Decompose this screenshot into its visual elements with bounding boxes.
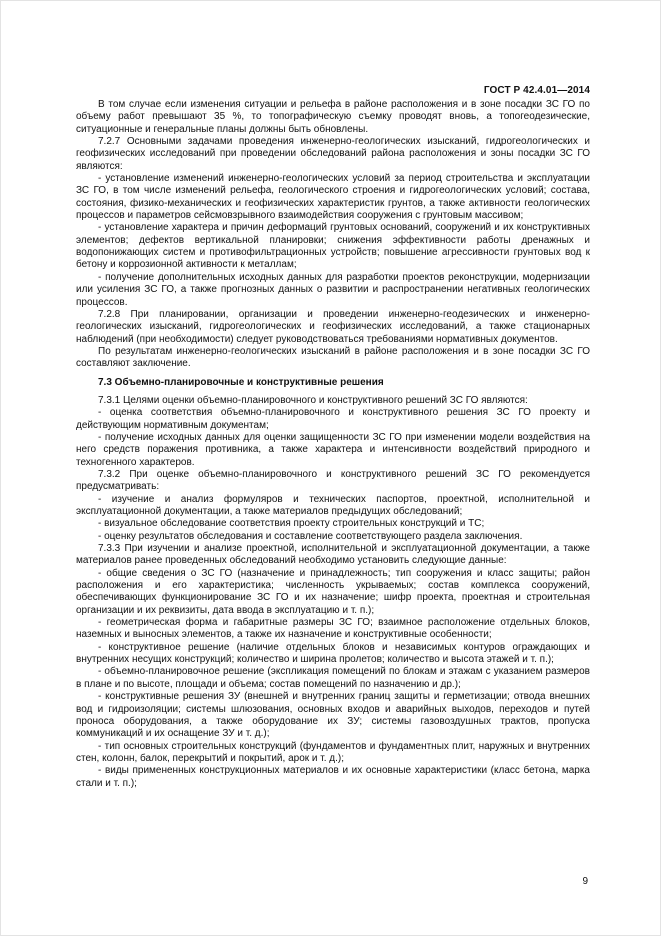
paragraph: - установление характера и причин деформаций грунтовых оснований, сооружений и их конструктивных элементов; дефектов вертикальной планировки; снижения эффективности работы дренажных и водопонижающих систем и противофильтрационных устройств; повышение агрессивности грунтовых вод к бетону и коррозионной активности к металлам; [76, 222, 590, 271]
paragraph: В том случае если изменения ситуации и рельефа в районе расположения и в зоне посадки ЗС ГО по объему работ превышают 35 %, то топографическую съемку проводят вновь, а топогеодезические, ситуационные и генеральные планы должны быть обновлены. [76, 99, 590, 135]
paragraph: 7.3.3 При изучении и анализе проектной, исполнительной и эксплуатационной документации, а также материалов ранее проведенных обследований необходимо установить следующие данные: [76, 543, 590, 567]
paragraph: 7.3.2 При оценке объемно-планировочного и конструктивного решений ЗС ГО рекомендуется предусматривать: [76, 468, 590, 493]
section-heading: 7.3 Объемно-планировочные и конструктивные решения [98, 376, 384, 388]
paragraph: - конструктивное решение (наличие отдельных блоков и независимых контуров ограждающих и внутренних несущих конструкций; количество и ширина пролетов; количество и высота этажей и т. п.); [76, 641, 590, 666]
paragraph: - визуальное обследование соответствия проекту строительных конструкций и ТС; [98, 518, 485, 530]
paragraph: - установление изменений инженерно-геологических условий за период строительства и эксплуатации ЗС ГО, в том числе изменений рельефа, геологического строения и гидрогеологических условий; состава, состояния, физико-механических и геофизических характеристик грунтов, а также активности геологических процессов и параметров сейсмовзрывного взаимодействия сооружения с грунтовым массивом; [76, 173, 590, 222]
paragraph: 7.3.1 Целями оценки объемно-планировочного и конструктивного решений ЗС ГО являются: [98, 394, 528, 406]
paragraph: 7.2.7 Основными задачами проведения инженерно-геологических изысканий, гидрогеологических и геофизических исследований при проведении обследований района расположения и зоны посадки ЗС ГО являются: [76, 136, 590, 172]
paragraph: - виды примененных конструкционных материалов и их основные характеристики (класс бетона, марка стали и т. п.); [76, 765, 590, 789]
paragraph: - изучение и анализ формуляров и технических паспортов, проектной, исполнительной и эксплуатационной документации, а также материалов предыдущих обследований; [76, 493, 590, 517]
paragraph: - объемно-планировочное решение (экспликация помещений по блокам и этажам с указанием размеров в плане и по высоте, площади и объема; состав помещений по назначению и др.); [76, 666, 590, 690]
paragraph: 7.2.8 При планировании, организации и проведении инженерно-геодезических и инженерно-геологических изысканий, гидрогеологических и геофизических исследований, а также стационарных наблюдений (при необходимости) следует руководствоваться требованиями нормативных документов. [76, 308, 590, 345]
paragraph: - получение дополнительных исходных данных для разработки проектов реконструкции, модернизации или усиления ЗС ГО, а также прогнозных данных о развитии и распространении негативных геологических процессов. [76, 271, 590, 308]
paragraph: - оценку результатов обследования и составление соответствующего раздела заключения. [98, 530, 523, 542]
page-footer [582, 876, 588, 887]
paragraph: - геометрическая форма и габаритные размеры ЗС ГО; взаимное расположение отдельных блоков, наземных и выносных элементов, а также их назначение и конструктивные особенности; [76, 617, 590, 641]
paragraph: - общие сведения о ЗС ГО (назначение и принадлежность; тип сооружения и класс защиты; район расположения и его характеристика; численность укрываемых; состав комплекса сооружений, обеспечивающих функционирование ЗС ГО и их назначение; шифр проекта, проектная и строительная организации и их реквизиты, дата ввода в эксплуатацию и т. п.); [76, 567, 590, 616]
paragraph: - конструктивные решения ЗУ (внешней и внутренних границ защиты и герметизации; отвода внешних вод и гидроизоляции; системы шлюзования, основных входов и аварийных выходов, переходов и путей проноса оборудования, а также оборудование их ЗУ; системы газовоздушных трактов, пропуска коммуникаций и их оснащение ЗУ и т. д.); [76, 691, 590, 740]
document-body [76, 99, 590, 790]
paragraph: - получение исходных данных для оценки защищенности ЗС ГО при изменении модели воздействия на него средств поражения противника, а также характера и интенсивности воздействий природного и техногенного характеров. [76, 431, 590, 468]
page-number: 9 [582, 876, 588, 887]
doc-number: ГОСТ Р 42.4.01—2014 [483, 85, 590, 96]
paragraph: По результатам инженерно-геологических изысканий в районе расположения и в зоне посадки ЗС ГО составляют заключение. [76, 345, 590, 370]
document-header [76, 85, 590, 96]
paragraph: - оценка соответствия объемно-планировочного и конструктивного решения ЗС ГО проекту и действующим нормативным документам; [76, 407, 590, 431]
paragraph: - тип основных строительных конструкций (фундаментов и фундаментных плит, наружных и внутренних стен, колонн, балок, перекрытий и покрытий, арок и т. д.); [76, 740, 590, 764]
